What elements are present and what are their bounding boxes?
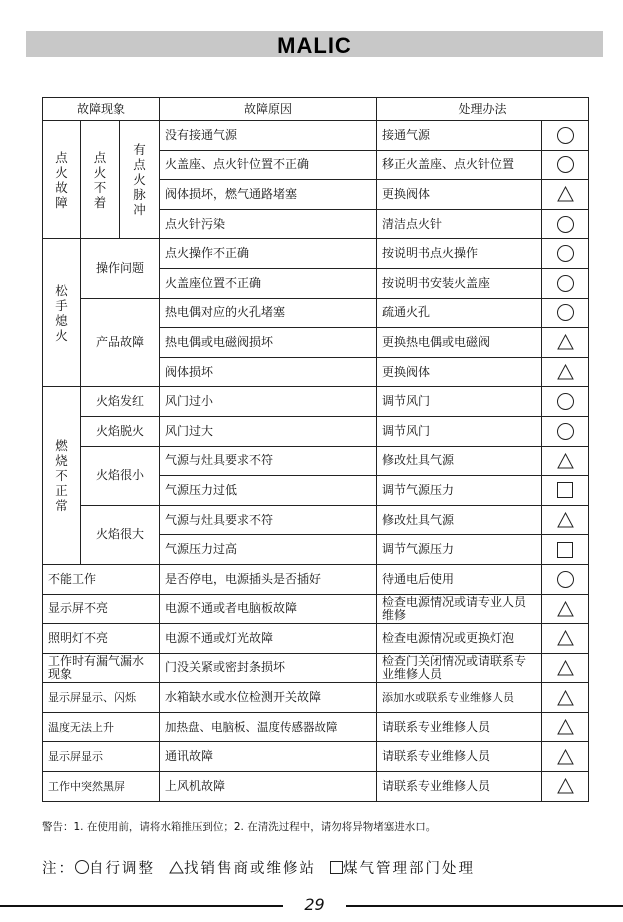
cell-fix: 请联系专业维修人员	[377, 712, 542, 742]
group-no-ignite: 点火不着	[81, 121, 120, 239]
triangle-icon	[557, 512, 574, 528]
square-icon	[557, 482, 573, 498]
cell-fix: 调节风门	[377, 416, 542, 446]
cell-cause: 是否停电，电源插头是否插好	[160, 564, 377, 594]
cell-symbol	[542, 209, 589, 239]
cell-fix: 清洁点火针	[377, 209, 542, 239]
cell-fix: 移正火盖座、点火针位置	[377, 150, 542, 180]
cell-symbol	[542, 416, 589, 446]
cell-symbol	[542, 742, 589, 772]
table-row	[43, 239, 589, 269]
cell-fix: 更换热电偶或电磁阀	[377, 328, 542, 358]
cell-symbol	[542, 653, 589, 683]
circle-icon	[557, 216, 574, 233]
circle-icon	[557, 156, 574, 173]
circle-icon	[557, 393, 574, 410]
cell-cause: 点火操作不正确	[160, 239, 377, 269]
table-row	[43, 594, 589, 624]
triangle-icon	[557, 690, 574, 706]
cell-fix: 待通电后使用	[377, 564, 542, 594]
cell-fix: 更换阀体	[377, 180, 542, 210]
triangle-icon	[169, 861, 184, 874]
cell-symbol	[542, 180, 589, 210]
cell-fix: 添加水或联系专业维修人员	[377, 683, 542, 713]
cell-cause: 电源不通或灯光故障	[160, 624, 377, 654]
cell-cause: 阀体损坏，燃气通路堵塞	[160, 180, 377, 210]
cell-symptom: 显示屏显示	[43, 742, 160, 772]
cell-cause: 气源与灶具要求不符	[160, 446, 377, 476]
cell-symptom: 不能工作	[43, 564, 160, 594]
cell-cause: 热电偶对应的火孔堵塞	[160, 298, 377, 328]
note-prefix: 注：	[42, 861, 75, 877]
table-row	[43, 446, 589, 476]
cell-cause: 通讯故障	[160, 742, 377, 772]
cell-fix: 请联系专业维修人员	[377, 742, 542, 772]
cell-symbol	[542, 624, 589, 654]
cell-symbol	[542, 298, 589, 328]
group-release: 松手熄火	[43, 239, 81, 387]
triangle-icon	[557, 660, 574, 676]
triangle-icon	[557, 364, 574, 380]
cell-fix: 检查电源情况或更换灯泡	[377, 624, 542, 654]
cell-cause: 气源压力过高	[160, 535, 377, 565]
table-row	[43, 742, 589, 772]
circle-icon	[557, 304, 574, 321]
cell-cause: 点火针污染	[160, 209, 377, 239]
table-header-row	[43, 98, 589, 121]
cell-symbol	[542, 476, 589, 506]
note-gas: 煤气管理部门处理	[343, 861, 475, 877]
footer-rule-right	[346, 905, 623, 907]
cell-symbol	[542, 772, 589, 802]
cell-symbol	[542, 594, 589, 624]
cell-cause: 风门过小	[160, 387, 377, 417]
cell-symbol	[542, 328, 589, 358]
table-row	[43, 772, 589, 802]
sub-small: 火焰很小	[81, 446, 160, 505]
cell-symptom: 显示屏显示、闪烁	[43, 683, 160, 713]
group-abnormal: 燃烧不正常	[43, 387, 81, 565]
group-prod-fault: 产品故障	[81, 298, 160, 387]
circle-icon	[557, 423, 574, 440]
header-fix: 处理办法	[377, 98, 589, 121]
page-number: 29	[304, 895, 325, 914]
table-row	[43, 712, 589, 742]
cell-fix: 接通气源	[377, 121, 542, 151]
fault-table	[42, 97, 589, 802]
sub-lift: 火焰脱火	[81, 416, 160, 446]
table-row	[43, 683, 589, 713]
table-row	[43, 505, 589, 535]
header-bar	[26, 31, 603, 57]
cell-symbol	[542, 357, 589, 387]
cell-cause: 气源压力过低	[160, 476, 377, 506]
cell-symptom: 工作时有漏气漏水现象	[43, 653, 160, 683]
cell-fix: 更换阀体	[377, 357, 542, 387]
cell-fix: 按说明书安装火盖座	[377, 268, 542, 298]
circle-icon	[557, 275, 574, 292]
table-row	[43, 624, 589, 654]
table-row	[43, 298, 589, 328]
cell-symbol	[542, 121, 589, 151]
cell-symbol	[542, 150, 589, 180]
square-icon	[330, 861, 343, 874]
circle-icon	[557, 571, 574, 588]
group-op-problem: 操作问题	[81, 239, 160, 298]
cell-symbol	[542, 505, 589, 535]
table-row	[43, 387, 589, 417]
cell-cause: 水箱缺水或水位检测开关故障	[160, 683, 377, 713]
cell-cause: 气源与灶具要求不符	[160, 505, 377, 535]
cell-cause: 加热盘、电脑板、温度传感器故障	[160, 712, 377, 742]
table-row	[43, 121, 589, 151]
sub-red: 火焰发红	[81, 387, 160, 417]
cell-symbol	[542, 564, 589, 594]
cell-symbol	[542, 446, 589, 476]
triangle-icon	[557, 334, 574, 350]
cell-fix: 疏通火孔	[377, 298, 542, 328]
cell-fix: 调节气源压力	[377, 476, 542, 506]
note-self: 自行调整	[89, 861, 155, 877]
cell-symbol	[542, 535, 589, 565]
triangle-icon	[557, 453, 574, 469]
sub-large: 火焰很大	[81, 505, 160, 564]
triangle-icon	[557, 186, 574, 202]
cell-cause: 热电偶或电磁阀损坏	[160, 328, 377, 358]
cell-cause: 上风机故障	[160, 772, 377, 802]
cell-symbol	[542, 387, 589, 417]
cell-symptom: 显示屏不亮	[43, 594, 160, 624]
cell-symptom: 工作中突然黑屏	[43, 772, 160, 802]
cell-symbol	[542, 268, 589, 298]
cell-fix: 调节气源压力	[377, 535, 542, 565]
cell-fix: 按说明书点火操作	[377, 239, 542, 269]
cell-fix: 检查电源情况或请专业人员维修	[377, 594, 542, 624]
cell-cause: 没有接通气源	[160, 121, 377, 151]
cell-fix: 请联系专业维修人员	[377, 772, 542, 802]
warning-text: 警告：1. 在使用前，请将水箱推压到位；2. 在清洗过程中，请勿将异物堵塞进水口。	[42, 821, 437, 833]
group-ignition: 点火故障	[43, 121, 81, 239]
cell-symptom: 照明灯不亮	[43, 624, 160, 654]
table-row	[43, 564, 589, 594]
triangle-icon	[557, 719, 574, 735]
cell-cause: 火盖座、点火针位置不正确	[160, 150, 377, 180]
triangle-icon	[557, 749, 574, 765]
cell-fix: 修改灶具气源	[377, 505, 542, 535]
header-symptom: 故障现象	[43, 98, 160, 121]
table-row	[43, 653, 589, 683]
cell-fix: 调节风门	[377, 387, 542, 417]
circle-icon	[75, 860, 89, 874]
triangle-icon	[557, 601, 574, 617]
cell-symbol	[542, 239, 589, 269]
note-dealer: 找销售商或维修站	[184, 861, 316, 877]
cell-cause: 火盖座位置不正确	[160, 268, 377, 298]
cell-symbol	[542, 683, 589, 713]
cell-symptom: 温度无法上升	[43, 712, 160, 742]
legend-note	[42, 857, 475, 878]
triangle-icon	[557, 630, 574, 646]
cell-symbol	[542, 712, 589, 742]
cell-fix: 检查门关闭情况或请联系专业维修人员	[377, 653, 542, 683]
circle-icon	[557, 245, 574, 262]
group-pulse: 有点火脉冲	[120, 121, 160, 239]
cell-cause: 电源不通或者电脑板故障	[160, 594, 377, 624]
triangle-icon	[557, 778, 574, 794]
cell-cause: 阀体损坏	[160, 357, 377, 387]
cell-cause: 风门过大	[160, 416, 377, 446]
brand-logo: MALIC	[277, 33, 352, 58]
circle-icon	[557, 127, 574, 144]
cell-fix: 修改灶具气源	[377, 446, 542, 476]
table-row	[43, 416, 589, 446]
square-icon	[557, 542, 573, 558]
footer-rule-left	[0, 905, 283, 907]
cell-cause: 门没关紧或密封条损坏	[160, 653, 377, 683]
header-cause: 故障原因	[160, 98, 377, 121]
